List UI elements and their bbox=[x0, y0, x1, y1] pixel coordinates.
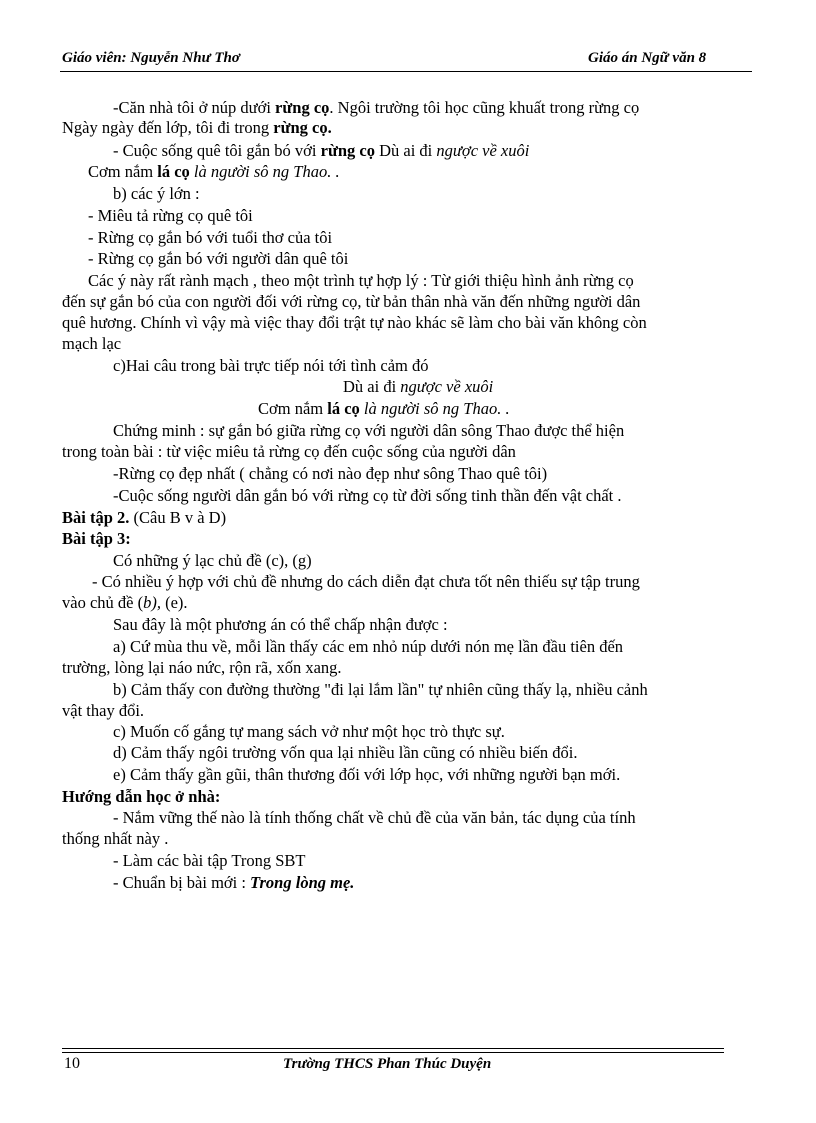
text-line: c) Muốn cố gắng tự mang sách vở như một học trò thực sự. bbox=[113, 722, 505, 741]
text-line: b) Cảm thấy con đường thường "đi lại lắm lần" tự nhiên cũng thấy lạ, nhiều cảnh bbox=[113, 680, 648, 699]
text-line: -Rừng cọ đẹp nhất ( chẳng có nơi nào đẹp như sông Thao quê tôi) bbox=[113, 464, 548, 483]
text-line: Cơm nắm lá cọ là người sô ng Thao. . bbox=[258, 399, 510, 418]
text-line: mạch lạc bbox=[62, 334, 122, 353]
text-line: Ngày ngày đến lớp, tôi đi trong rừng cọ. bbox=[62, 118, 332, 137]
text-line: e) Cảm thấy gần gũi, thân thương đối với lớp học, với những người bạn mới. bbox=[113, 765, 621, 784]
text-line: Sau đây là một phương án có thể chấp nhận được : bbox=[113, 615, 448, 634]
text-line: thống nhất này . bbox=[62, 829, 169, 848]
text-line: trường, lòng lại náo nức, rộn rã, xốn xang. bbox=[62, 658, 342, 677]
text-line: Có những ý lạc chủ đề (c), (g) bbox=[113, 551, 312, 570]
text-line: - Nắm vững thế nào là tính thống chất về chủ đề của văn bản, tác dụng của tính bbox=[113, 808, 636, 827]
text-line: Bài tập 2. (Câu B v à D) bbox=[62, 508, 227, 527]
text-line: - Rừng cọ gắn bó với tuổi thơ của tôi bbox=[88, 228, 333, 247]
text-line: Bài tập 3: bbox=[62, 529, 131, 548]
text-line: - Có nhiều ý hợp với chủ đề nhưng do cách diễn đạt chưa tốt nên thiếu sự tập trung bbox=[92, 572, 640, 591]
text-line: vật thay đổi. bbox=[62, 701, 145, 720]
text-line: quê hương. Chính vì vậy mà việc thay đổi trật tự nào khác sẽ làm cho bài văn không còn bbox=[62, 313, 647, 332]
text-line: Các ý này rất rành mạch , theo một trình tự hợp lý : Từ giới thiệu hình ảnh rừng cọ bbox=[88, 271, 634, 290]
text-line: vào chủ đề (b), (e). bbox=[62, 593, 188, 612]
text-line: Cơm nắm lá cọ là người sô ng Thao. . bbox=[88, 162, 340, 181]
text-line: b) các ý lớn : bbox=[113, 184, 200, 203]
text-line: trong toàn bài : từ việc miêu tả rừng cọ đến cuộc sống của người dân bbox=[62, 442, 516, 461]
text-line: d) Cảm thấy ngôi trường vốn qua lại nhiều lần cũng có nhiều biến đổi. bbox=[113, 743, 578, 762]
footer-school: Trường THCS Phan Thúc Duyện bbox=[283, 1056, 492, 1072]
header-rule bbox=[60, 71, 752, 72]
footer-rule bbox=[62, 1052, 724, 1053]
text-line: c)Hai câu trong bài trực tiếp nói tới tình cảm đó bbox=[113, 356, 429, 375]
footer-rule bbox=[62, 1048, 724, 1049]
page-number: 10 bbox=[64, 1055, 80, 1072]
text-line: Dù ai đi ngược về xuôi bbox=[343, 377, 494, 396]
text-line: a) Cứ mùa thu về, mỗi lần thấy các em nhỏ núp dưới nón mẹ lần đầu tiên đến bbox=[113, 637, 624, 656]
header-subject: Giáo án Ngữ văn 8 bbox=[588, 50, 707, 66]
text-line: - Miêu tả rừng cọ quê tôi bbox=[88, 206, 253, 225]
text-line: Chứng minh : sự gắn bó giữa rừng cọ với người dân sông Thao được thể hiện bbox=[113, 421, 625, 440]
text-line: - Rừng cọ gắn bó với người dân quê tôi bbox=[88, 249, 349, 268]
text-line: - Chuẩn bị bài mới : Trong lòng mẹ. bbox=[113, 873, 355, 892]
header-teacher: Giáo viên: Nguyễn Như Thơ bbox=[62, 50, 240, 66]
text-line: - Cuộc sống quê tôi gắn bó với rừng cọ Dù ai đi ngược về xuôi bbox=[113, 141, 530, 160]
text-line: -Cuộc sống người dân gắn bó với rừng cọ từ đời sống tinh thần đến vật chất . bbox=[113, 486, 622, 505]
text-line: -Căn nhà tôi ở núp dưới rừng cọ. Ngôi trường tôi học cũng khuất trong rừng cọ bbox=[113, 98, 640, 117]
text-line: - Làm các bài tập Trong SBT bbox=[113, 851, 306, 870]
text-line: đến sự gắn bó của con người đối với rừng cọ, từ bản thân nhà văn đến những người dân bbox=[62, 292, 641, 311]
text-line: Hướng dẫn học ở nhà: bbox=[62, 787, 221, 806]
